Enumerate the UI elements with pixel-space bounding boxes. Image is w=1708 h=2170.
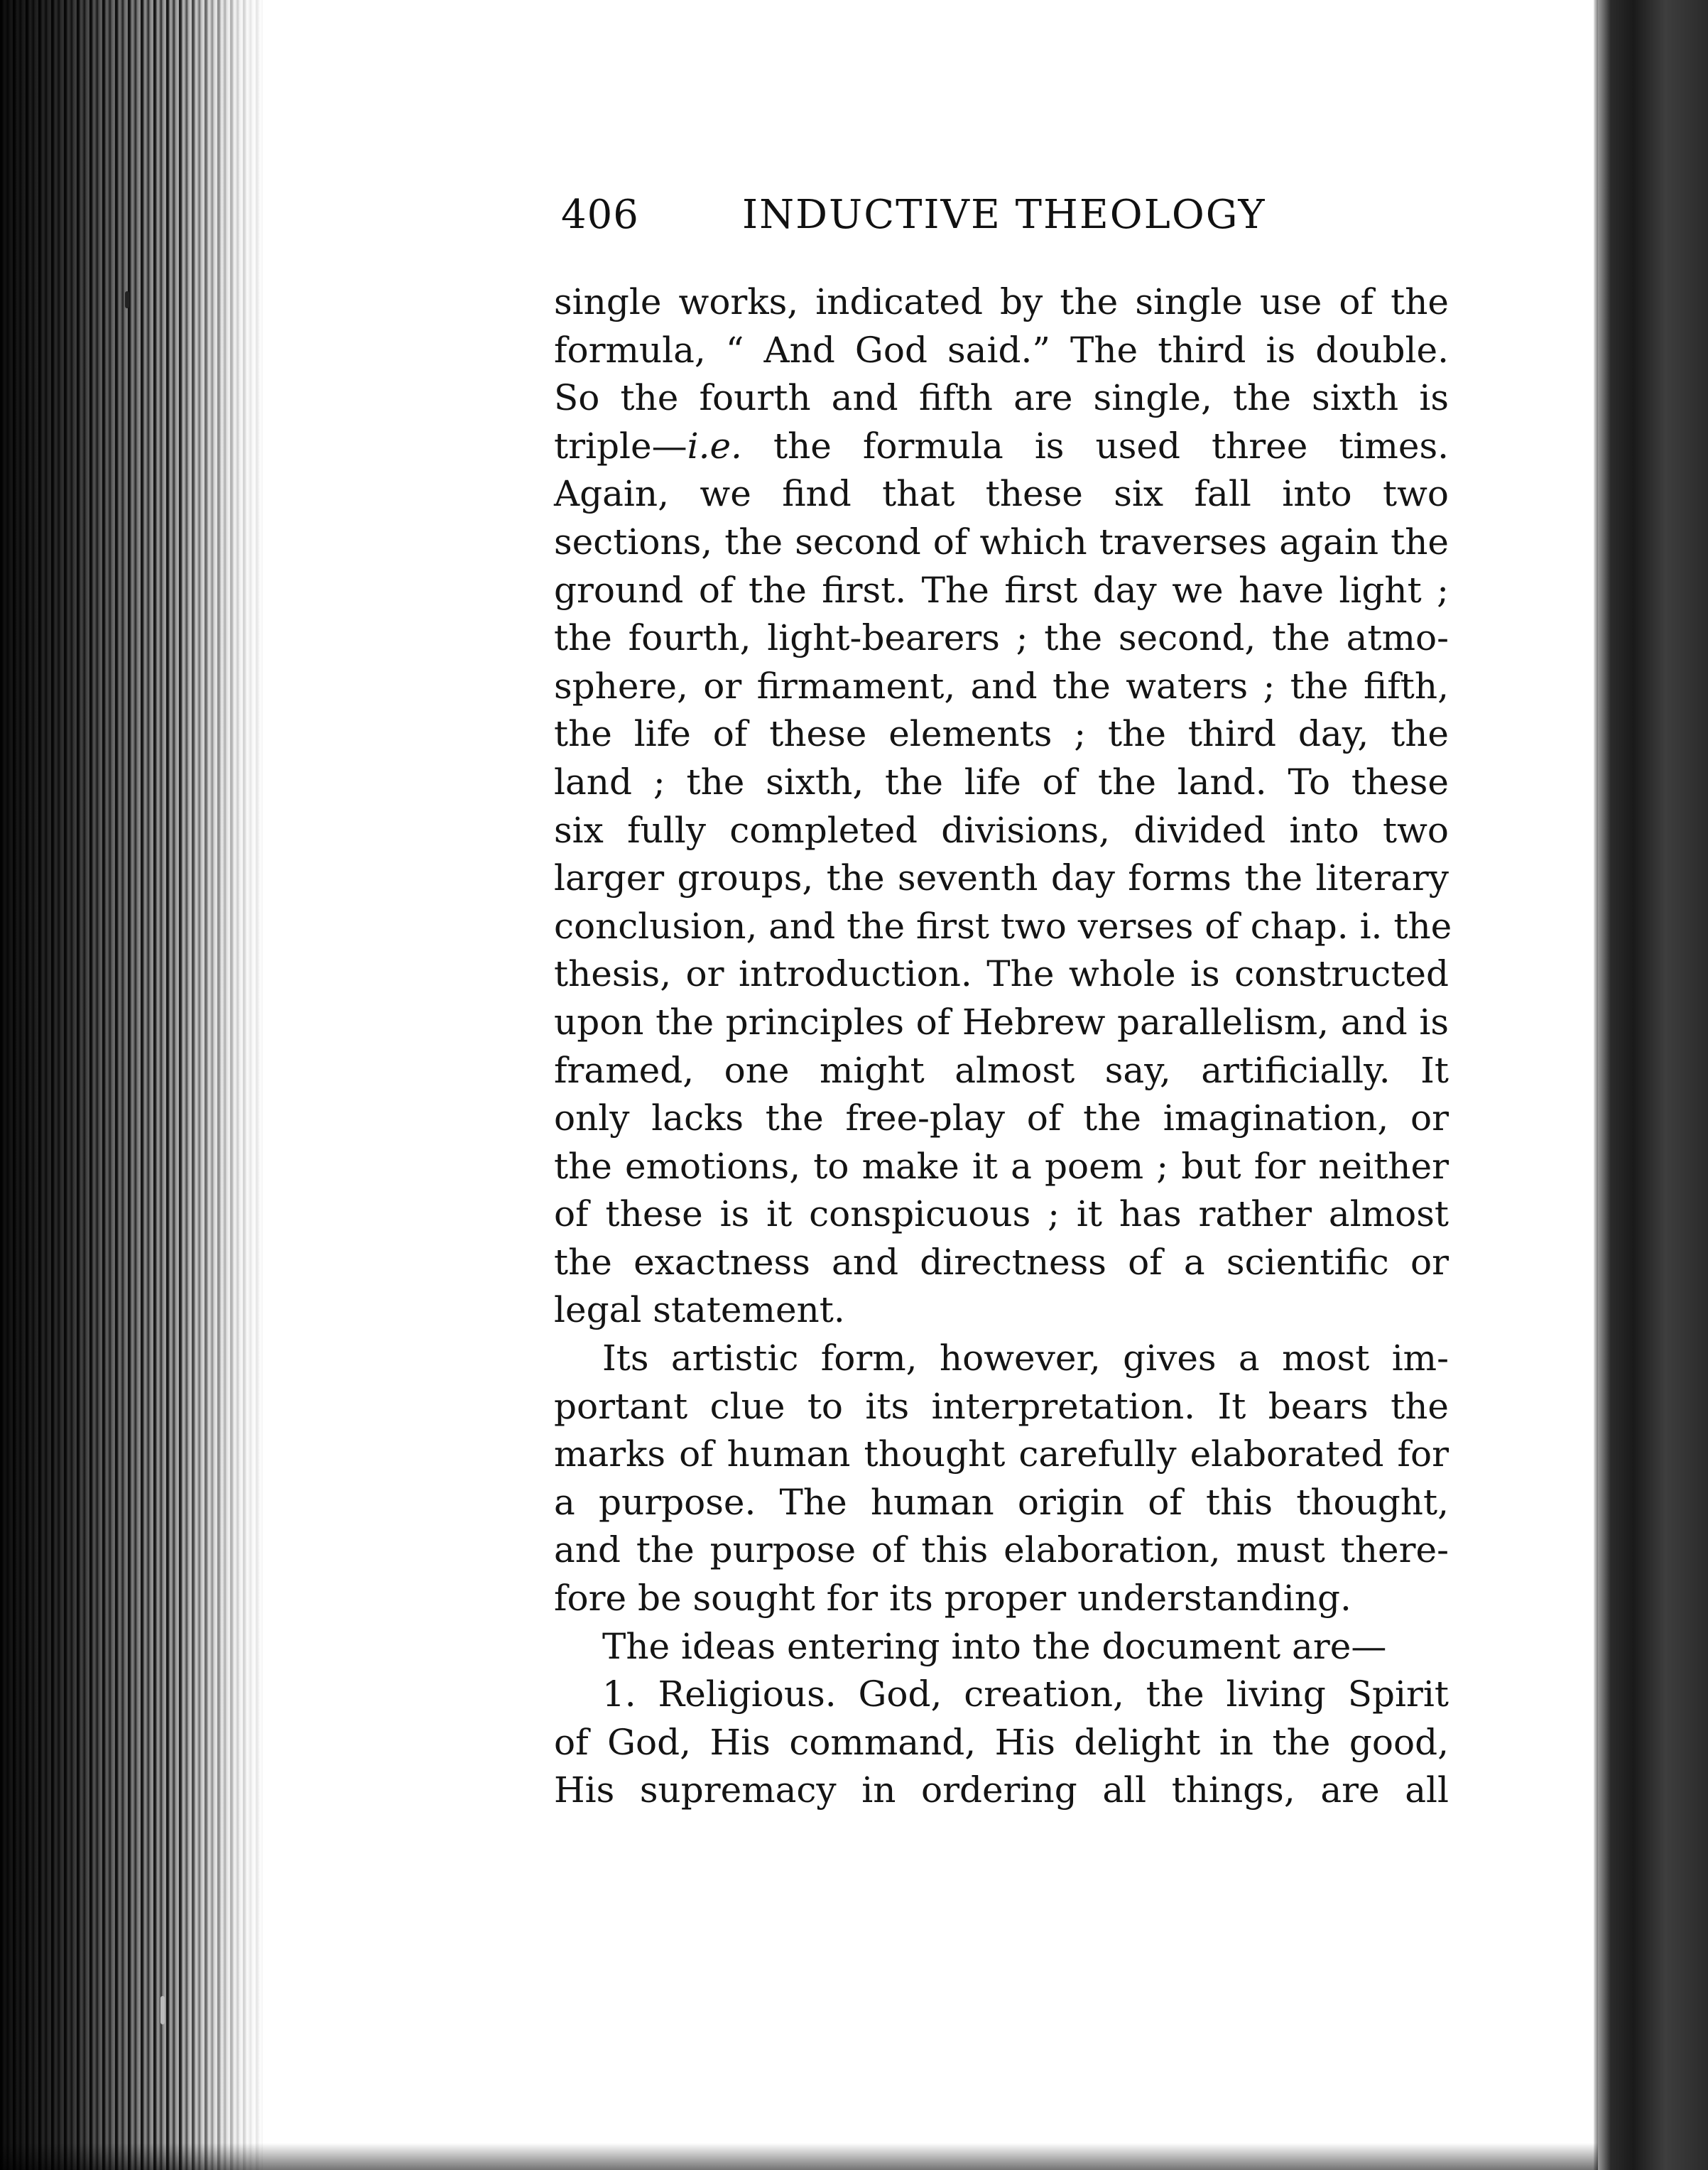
text-line: So the fourth and fifth are single, the sixth is [554,377,1449,419]
text-segment: triple— [554,425,687,467]
text-line: ground of the first. The first day we have light ; [554,569,1449,611]
text-line: the fourth, light-bearers ; the second, the atmo- [554,617,1449,659]
body-text [554,278,1452,1815]
text-line: six fully completed divisions, divided into two [554,809,1449,851]
text-line: the exactness and directness of a scientific or [554,1241,1449,1283]
text-line: and the purpose of this elaboration, must there- [554,1529,1449,1571]
page-header [561,183,1449,261]
text-line: Its artistic form, however, gives a most im- [602,1338,1449,1379]
text-line: the emotions, to make it a poem ; but for neither [554,1145,1449,1187]
text-line: conclusion, and the first two verses of chap. i. the [554,905,1452,947]
scan-artifact [161,1996,165,2024]
text-line: of God, His command, His delight in the good, [554,1721,1449,1763]
text-line [554,423,1449,471]
running-title: INDUCTIVE THEOLOGY [742,192,1266,238]
text-line: the life of these elements ; the third day, the [554,713,1449,755]
text-line: thesis, or introduction. The whole is constructed [554,953,1449,995]
text-line: Again, we find that these six fall into two [554,473,1449,515]
page-bottom-shadow [0,2143,1598,2170]
text-line: a purpose. The human origin of this thought, [554,1481,1449,1523]
page-number: 406 [561,192,639,238]
scan-artifact [125,291,129,308]
text-line: legal statement. [554,1289,845,1331]
text-line: single works, indicated by the single use of the [554,281,1449,322]
text-line: larger groups, the seventh day forms the literary [554,857,1449,899]
text-line: sections, the second of which traverses again the [554,521,1449,563]
page-edge-fade [178,0,277,2170]
text-line: portant clue to its interpretation. It bears the [554,1385,1449,1427]
text-line: marks of human thought carefully elaborated for [554,1433,1449,1475]
text-line: 1. Religious. God, creation, the living Spirit [602,1673,1449,1715]
text-segment: the formula is used three times. [741,425,1449,467]
text-line: upon the principles of Hebrew parallelism, and is [554,1001,1449,1043]
text-line: only lacks the free-play of the imagination, or [554,1097,1449,1139]
text-line: The ideas entering into the document are— [602,1625,1387,1667]
text-line: of these is it conspicuous ; it has rather almost [554,1193,1449,1235]
text-line: framed, one might almost say, artificially. It [554,1049,1449,1091]
text-line: His supremacy in ordering all things, are all [554,1769,1449,1811]
italic-abbreviation: i.e. [687,425,742,467]
text-line: formula, “ And God said.” The third is double. [554,329,1449,371]
book-binding [1598,0,1708,2170]
text-line: fore be sought for its proper understanding. [554,1578,1351,1620]
text-line: sphere, or firmament, and the waters ; the fifth, [554,665,1449,707]
text-line: land ; the sixth, the life of the land. To these [554,761,1449,803]
